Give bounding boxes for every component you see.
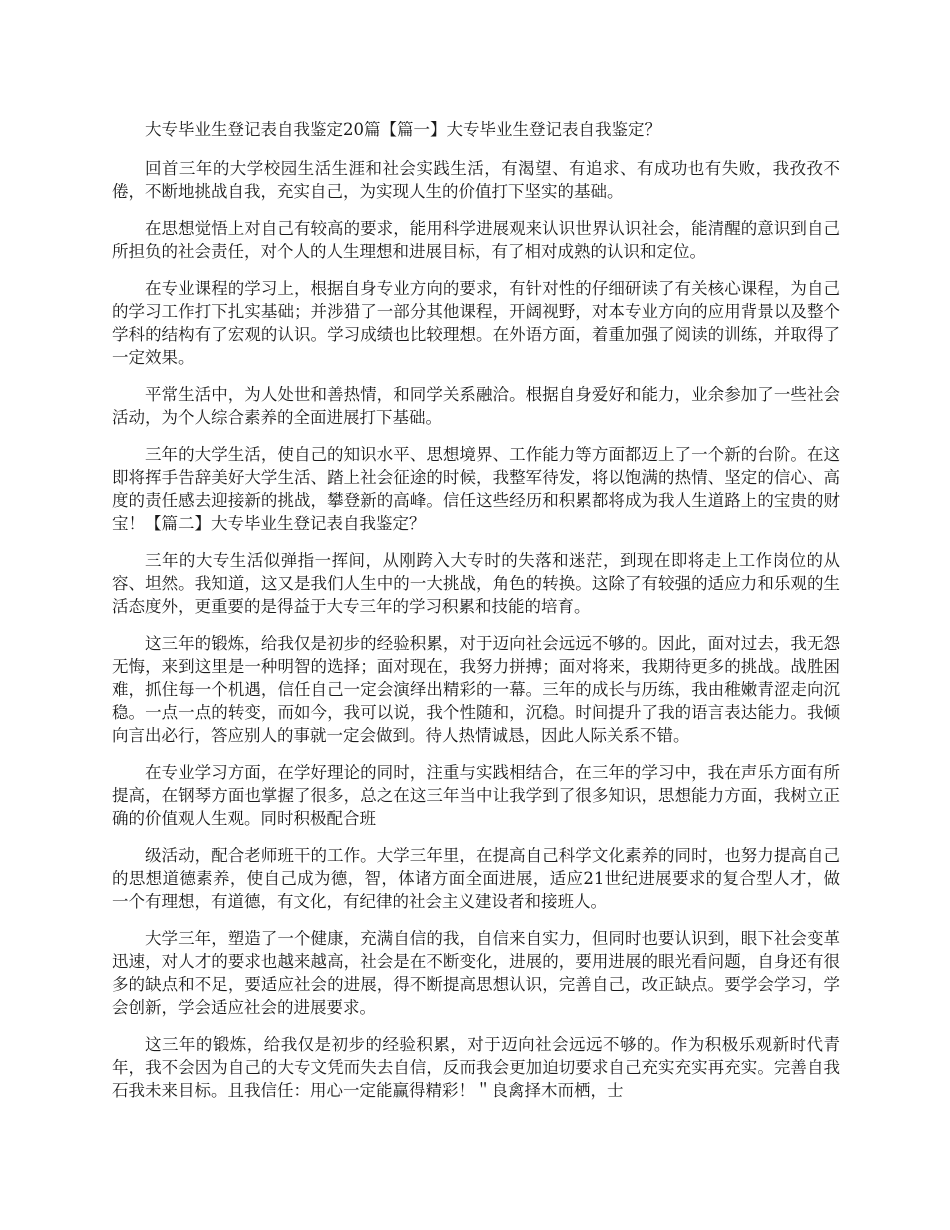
paragraph: 在专业课程的学习上，根据自身专业方向的要求，有针对性的仔细研读了有关核心课程，为自己的学习工作打下扎实基础；并涉猎了一部分其他课程，开阔视野，对本专业方向的应用背景以及整个学科的结构有了宏观的认识。学习成绩也比较理想。在外语方面，着重加强了阅读的训练，并取得了一定效果。 <box>112 279 840 367</box>
document-page <box>112 118 840 1116</box>
paragraph: 回首三年的大学校园生活生涯和社会实践生活，有渴望、有追求、有成功也有失败，我孜孜不倦，不断地挑战自我，充实自己，为实现人生的价值打下坚实的基础。 <box>112 159 840 201</box>
document-title: 大专毕业生登记表自我鉴定20篇【篇一】大专毕业生登记表自我鉴定？ <box>145 120 661 139</box>
paragraph: 三年的大专生活似弹指一挥间，从刚跨入大专时的失落和迷茫，到现在即将走上工作岗位的从容、坦然。我知道，这又是我们人生中的一大挑战，角色的转换。这除了有较强的适应力和乐观的生活态度外，更重要的是得益于大专三年的学习积累和技能的培育。 <box>112 551 840 616</box>
paragraph: 这三年的锻炼，给我仅是初步的经验积累，对于迈向社会远远不够的。因此，面对过去，我无怨无悔，来到这里是一种明智的选择；面对现在，我努力拼搏；面对将来，我期待更多的挑战。战胜困难，抓住每一个机遇，信任自己一定会演绎出精彩的一幕。三年的成长与历练，我由稚嫩青涩走向沉稳。一点一点的转变，而如今，我可以说，我个性随和，沉稳。时间提升了我的语言表达能力。我倾向言出必行，答应别人的事就一定会做到。待人热情诚恳，因此人际关系不错。 <box>112 634 840 745</box>
paragraph: 在专业学习方面，在学好理论的同时，注重与实践相结合，在三年的学习中，我在声乐方面有所提高，在钢琴方面也掌握了很多，总之在这三年当中让我学到了很多知识，思想能力方面，我树立正确的价值观人生观。同时积极配合班 <box>112 763 840 828</box>
paragraph: 平常生活中，为人处世和善热情，和同学关系融洽。根据自身爱好和能力，业余参加了一些社会活动，为个人综合素养的全面进展打下基础。 <box>112 385 840 427</box>
paragraph: 在思想觉悟上对自己有较高的要求，能用科学进展观来认识世界认识社会，能清醒的意识到自己所担负的社会责任，对个人的人生理想和进展目标，有了相对成熟的认识和定位。 <box>112 219 840 261</box>
paragraph: 这三年的锻炼，给我仅是初步的经验积累，对于迈向社会远远不够的。作为积极乐观新时代青年，我不会因为自己的大专文凭而失去自信，反而我会更加迫切要求自己充实充实再充实。完善自我石我未来目标。且我信任：用心一定能赢得精彩！＂良禽择木而栖，士 <box>112 1035 840 1100</box>
paragraph: 三年的大学生活，使自己的知识水平、思想境界、工作能力等方面都迈上了一个新的台阶。在这即将挥手告辞美好大学生活、踏上社会征途的时候，我整军待发，将以饱满的热情、坚定的信心、高度的责任感去迎接新的挑战，攀登新的高峰。信任这些经历和积累都将成为我人生道路上的宝贵的财宝！【篇二】大专毕业生登记表自我鉴定？ <box>112 445 840 533</box>
paragraph: 大学三年，塑造了一个健康，充满自信的我，自信来自实力，但同时也要认识到，眼下社会变革迅速，对人才的要求也越来越高，社会是在不断变化，进展的，要用进展的眼光看问题，自身还有很多的缺点和不足，要适应社会的进展，得不断提高思想认识，完善自己，改正缺点。要学会学习，学会创新，学会适应社会的进展要求。 <box>112 929 840 1017</box>
paragraph: 级活动，配合老师班干的工作。大学三年里，在提高自己科学文化素养的同时，也努力提高自己的思想道德素养，使自己成为德，智，体诸方面全面进展，适应21世纪进展要求的复合型人才，做一个有理想，有道德，有文化，有纪律的社会主义建设者和接班人。 <box>112 846 840 911</box>
